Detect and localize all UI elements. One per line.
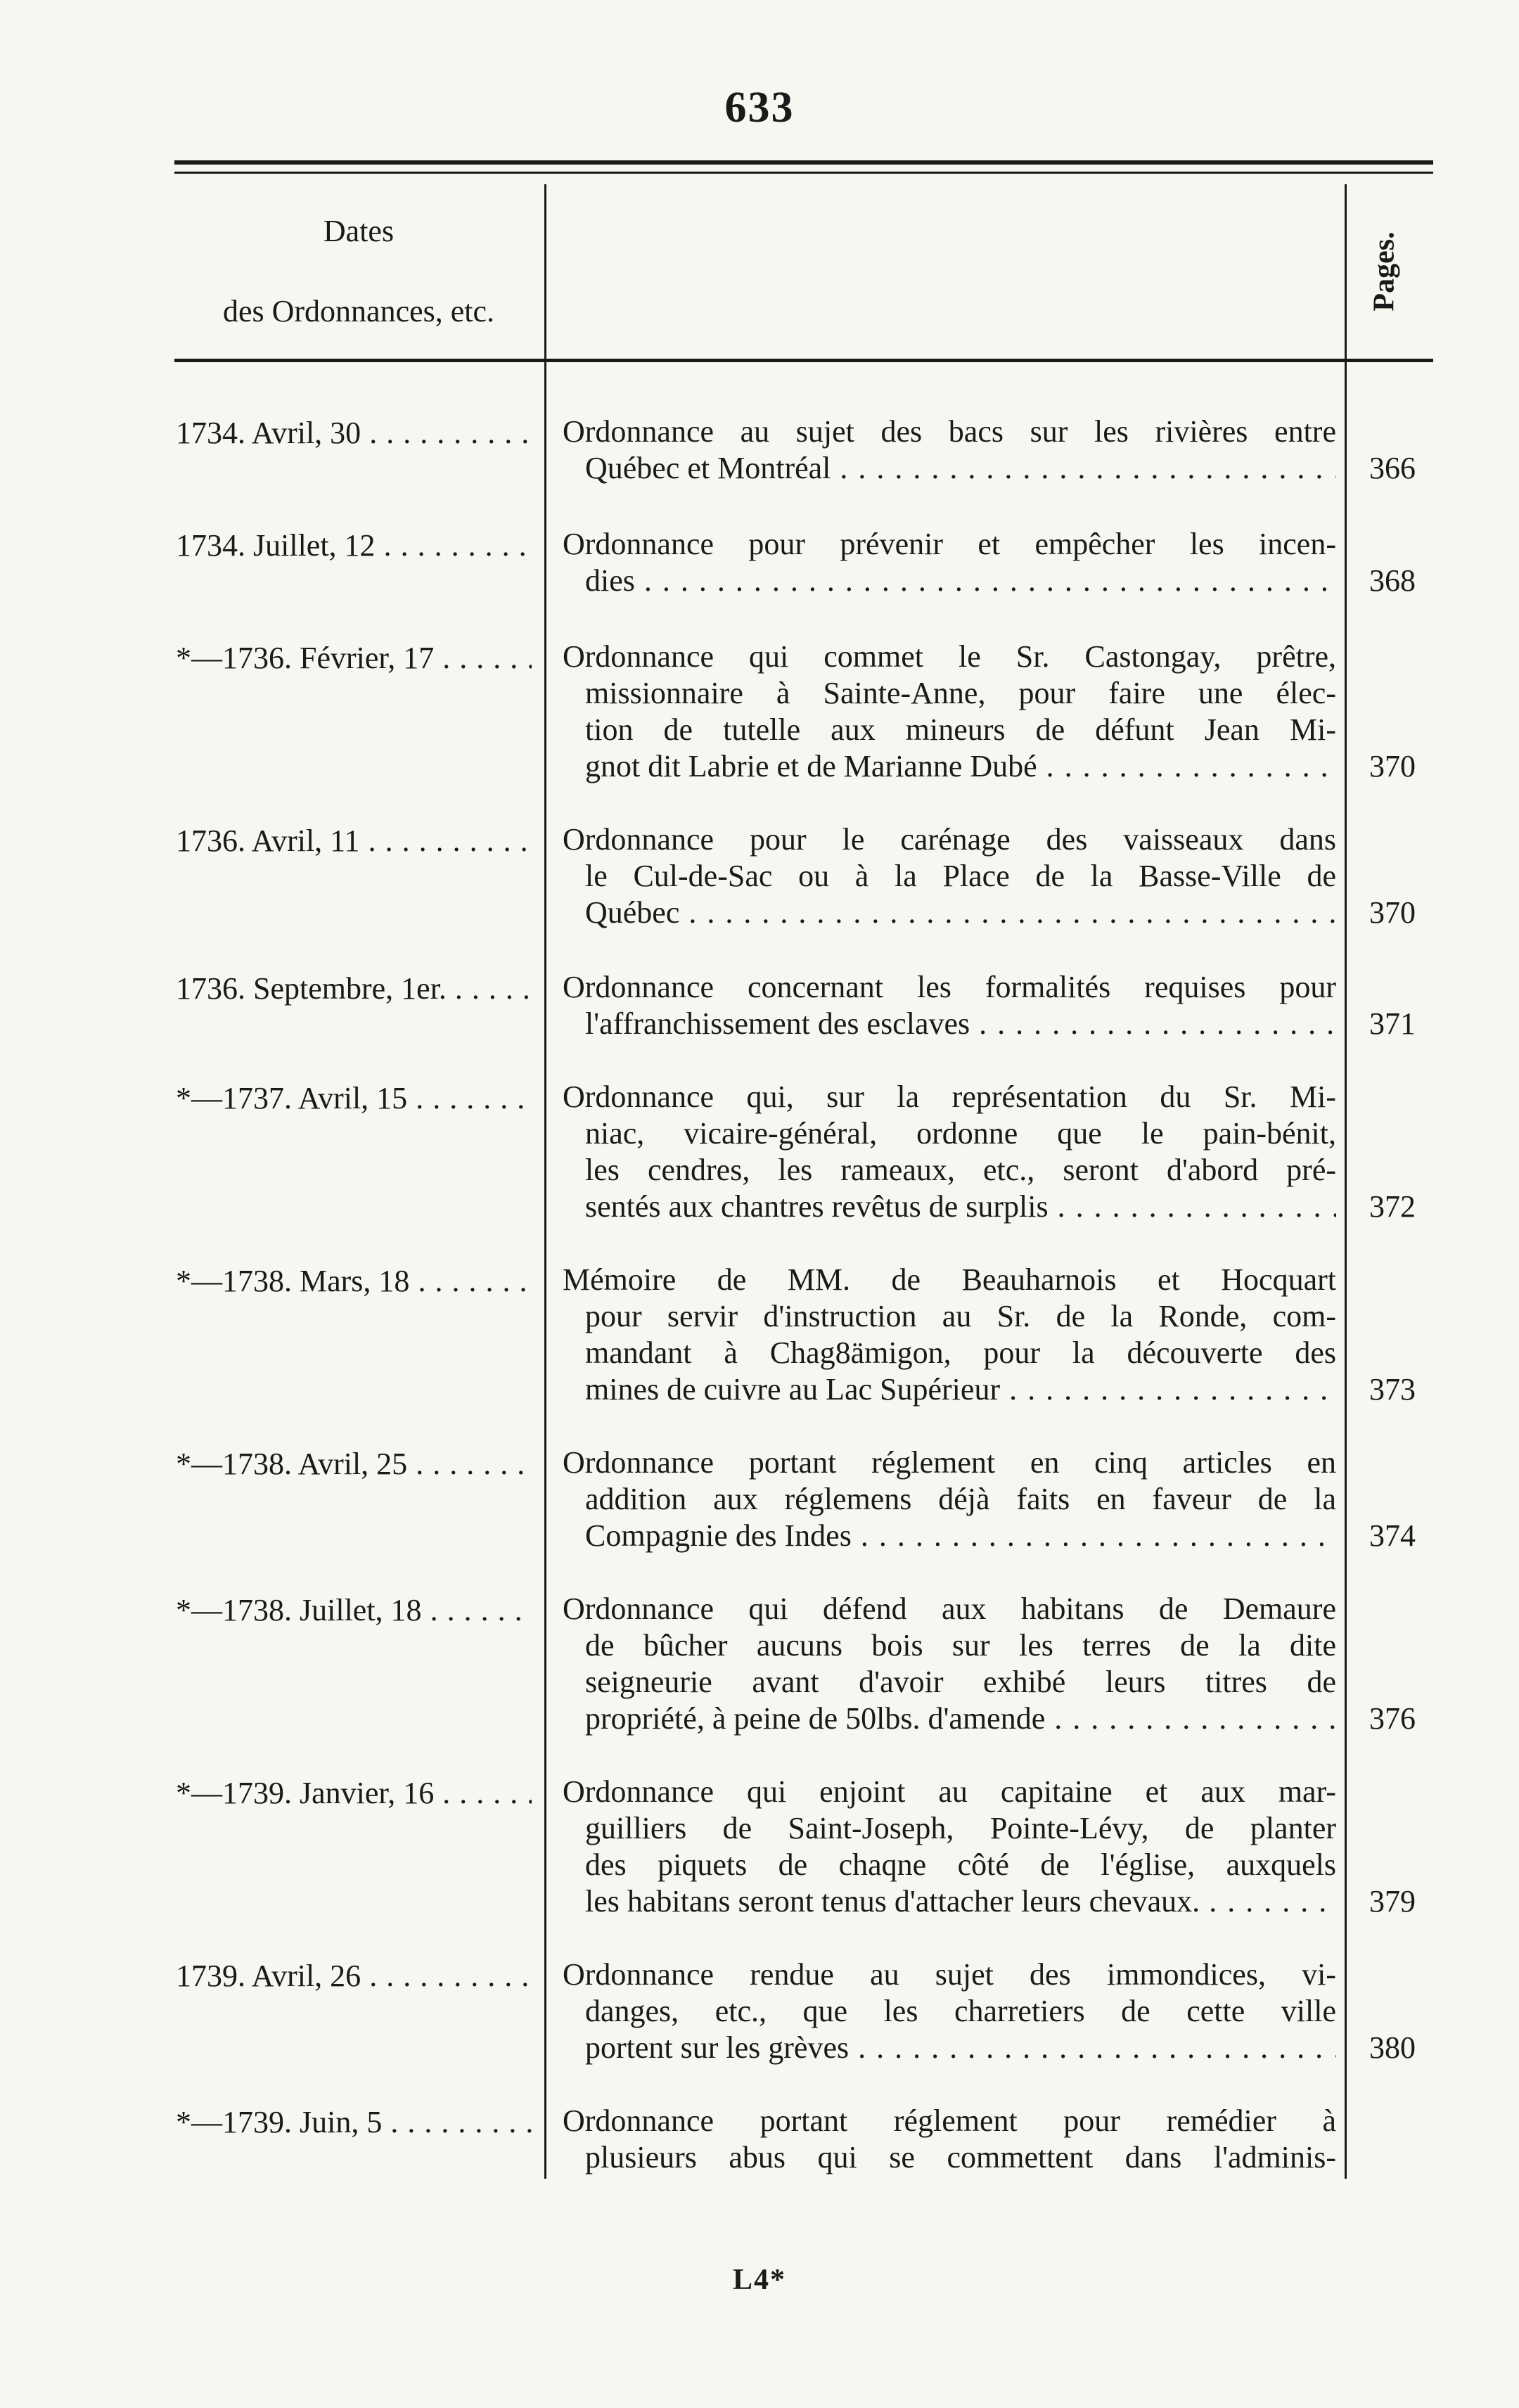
entry-description-line: Mémoire de MM. de Beauharnois et Hocquart — [563, 1262, 1336, 1297]
entry-description-line: Ordonnance qui commet le Sr. Castongay, prêtre, — [563, 639, 1336, 674]
entry-description-line: sentés aux chantres revêtus de surplis . . . — [563, 1189, 1336, 1225]
entry-page-number: 371 — [1369, 1006, 1416, 1041]
entry-description-line: guilliers de Saint-Joseph, Pointe-Lévy, de planter — [585, 1811, 1336, 1845]
entry-date: 1734. Avril, 30 . . . — [176, 414, 532, 453]
entry-description-line: Ordonnance qui enjoint au capitaine et aux mar- — [563, 1774, 1336, 1809]
entry-description-line: de bûcher aucuns bois sur les terres de la dite — [585, 1628, 1336, 1663]
entry-description-line: Ordonnance pour le carénage des vaisseaux dans — [563, 822, 1336, 857]
entry-description — [563, 639, 1336, 785]
entry-page-number: 366 — [1369, 451, 1416, 485]
entry-page-number: 374 — [1369, 1518, 1416, 1553]
entry-description — [563, 821, 1336, 931]
entry-page-number: 368 — [1369, 563, 1416, 598]
entry-page-number: 380 — [1369, 2030, 1416, 2065]
entry-description-line: Ordonnance qui, sur la représentation du Sr. Mi- — [563, 1080, 1336, 1114]
entry-description-line: Ordonnance concernant les formalités requises pour — [563, 970, 1336, 1004]
dates-column-header — [176, 211, 541, 332]
entry-description — [563, 1591, 1336, 1737]
entry-description — [563, 414, 1336, 487]
entry-date: 1736. Avril, 11 . . . — [176, 821, 532, 861]
entry-description-line: missionnaire à Sainte-Anne, pour faire une élec- — [585, 676, 1336, 710]
page-number: 633 — [724, 84, 795, 132]
entry-date: 1739. Avril, 26 . . . — [176, 1956, 532, 1996]
column-divider-right — [1345, 184, 1347, 2179]
top-double-rule-thin — [174, 172, 1433, 174]
entry-description-line: Ordonnance au sujet des bacs sur les rivières entre — [563, 414, 1336, 449]
entry-description — [563, 1445, 1336, 1554]
entry-date: *—1738. Avril, 25 . . . — [176, 1445, 532, 1484]
top-double-rule — [174, 160, 1433, 165]
entry-description — [563, 969, 1336, 1042]
entry-date: *—1738. Mars, 18 . . . — [176, 1262, 532, 1301]
entry-description — [563, 1956, 1336, 2066]
entry-page-number: 372 — [1369, 1189, 1416, 1224]
entry-page-number: 370 — [1369, 749, 1416, 783]
entry-date: *—1738. Juillet, 18 . . . — [176, 1591, 532, 1630]
entry-description-line: niac, vicaire-général, ordonne que le pain-bénit, — [585, 1116, 1336, 1151]
entry-description-line: Ordonnance rendue au sujet des immondices, vi- — [563, 1957, 1336, 1992]
entry-date: *—1737. Avril, 15 . . . — [176, 1079, 532, 1118]
entry-description-line: Ordonnance pour prévenir et empêcher les incen- — [563, 527, 1336, 561]
entry-description-line: le Cul-de-Sac ou à la Place de la Basse-Ville de — [585, 859, 1336, 893]
entry-date: 1736. Septembre, 1er. . . . — [176, 969, 532, 1008]
entry-description-line: portent sur les grèves . . . — [563, 2030, 1336, 2066]
entry-description — [563, 1774, 1336, 1920]
pages-header-label: Pages. — [1369, 231, 1401, 312]
entry-description — [563, 1079, 1336, 1225]
entry-page-number: 370 — [1369, 895, 1416, 930]
entry-description-line: Ordonnance qui défend aux habitans de Demaure — [563, 1592, 1336, 1626]
entry-description-line: dies . . . — [563, 563, 1336, 599]
entry-description-line: Québec . . . — [563, 895, 1336, 931]
entry-description-line: danges, etc., que les charretiers de cette ville — [585, 1994, 1336, 2028]
dates-header-line1: Dates — [323, 214, 395, 248]
entry-description-line: mandant à Chag8ämigon, pour la découverte des — [585, 1336, 1336, 1370]
entry-date: 1734. Juillet, 12 . . . — [176, 526, 532, 565]
entry-page-number: 379 — [1369, 1884, 1416, 1919]
entry-date: *—1736. Février, 17 . . . — [176, 639, 532, 678]
entry-description-line: Compagnie des Indes . . . — [563, 1518, 1336, 1554]
entry-description-line: pour servir d'instruction au Sr. de la Ronde, com- — [585, 1299, 1336, 1333]
entry-description-line: gnot dit Labrie et de Marianne Dubé . . . — [563, 748, 1336, 785]
entry-description-line: tion de tutelle aux mineurs de défunt Jean Mi- — [585, 712, 1336, 747]
entry-page-number: 373 — [1369, 1372, 1416, 1407]
signature-mark: L4* — [732, 2264, 786, 2296]
entry-description — [563, 1262, 1336, 1408]
entry-description-line: l'affranchissement des esclaves . . . — [563, 1006, 1336, 1042]
entry-date: *—1739. Janvier, 16 . . . — [176, 1774, 532, 1813]
entry-description-line: addition aux réglemens déjà faits en faveur de la — [585, 1482, 1336, 1516]
entry-description-line: Ordonnance portant réglement en cinq articles en — [563, 1445, 1336, 1480]
header-rule — [174, 359, 1433, 362]
entry-description-line: les cendres, les rameaux, etc., seront d'abord pré- — [585, 1153, 1336, 1187]
entry-description-line: mines de cuivre au Lac Supérieur . . . — [563, 1371, 1336, 1408]
entry-description-line: Québec et Montréal . . . — [563, 450, 1336, 487]
pages-column-header — [1346, 184, 1423, 359]
entry-page-number: 376 — [1369, 1701, 1416, 1736]
entry-description-line: les habitans seront tenus d'attacher leurs chevaux. . . . — [563, 1883, 1336, 1920]
entry-description-line: propriété, à peine de 50lbs. d'amende . . . — [563, 1701, 1336, 1737]
entry-description-line: des piquets de chaqne côté de l'église, auxquels — [585, 1847, 1336, 1882]
column-divider-left — [544, 184, 546, 2179]
entry-date: *—1739. Juin, 5 . . . — [176, 2103, 532, 2142]
entry-description — [563, 2103, 1336, 2176]
entry-description — [563, 526, 1336, 599]
entry-description-line: Ordonnance portant réglement pour remédier à — [563, 2103, 1336, 2138]
entry-description-line: seigneurie avant d'avoir exhibé leurs titres de — [585, 1665, 1336, 1699]
dates-header-line2: des Ordonnances, etc. — [222, 294, 495, 328]
entry-description-line: plusieurs abus qui se commettent dans l'adminis- — [585, 2140, 1336, 2175]
